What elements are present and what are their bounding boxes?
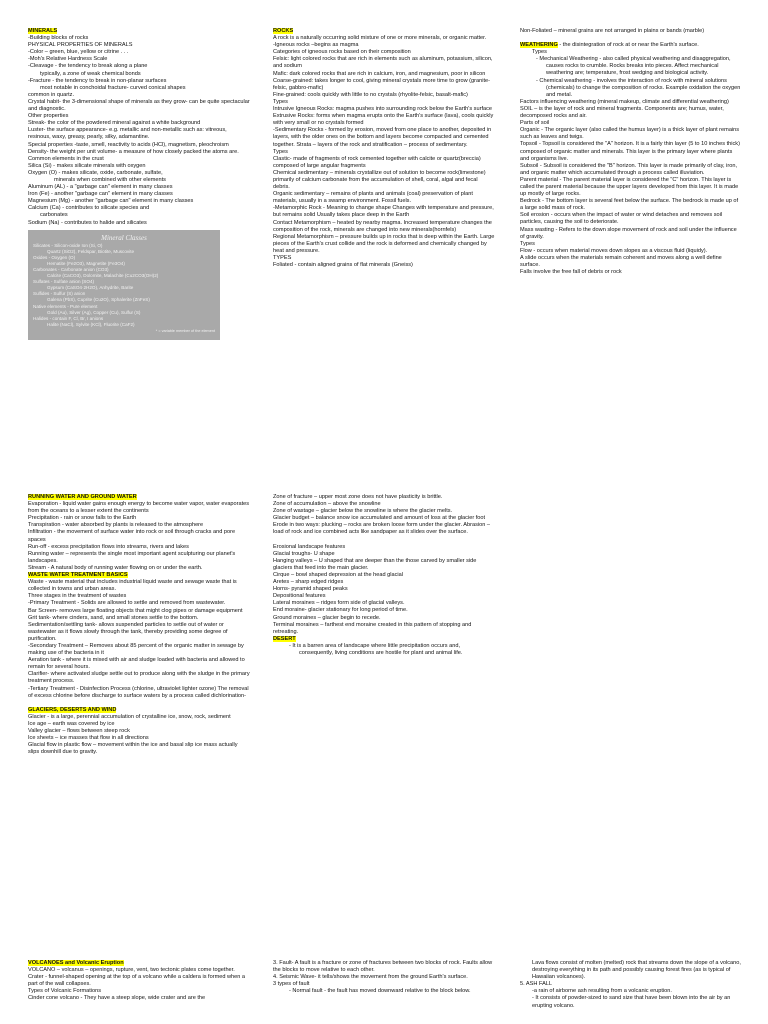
text-line: A rock is a naturally occurring solid mixture of one or more minerals, or organic matter.	[273, 35, 487, 42]
text-line: -Sedimentary Rocks - formed by erosion, moved from one place to another, deposited in layers, with the older ones on the bottom and layers become compacted and cemented together. Strata – layers of the rock and stratification – process of sedimentary.	[273, 127, 492, 148]
text-line: - Normal fault - the fault has moved downward relative to the block below.	[289, 988, 471, 995]
section-heading: WASTE WATER TREATMENT BASICS	[28, 572, 128, 579]
text-line: Felsic: light colored rocks that are rich in elements such as aluminum, potassium, silicon, and sodium	[273, 56, 493, 70]
text-line: Crater - funnel-shaped opening at the top of a volcano while a caldera is formed when a part of the wall collapses.	[28, 974, 246, 988]
text-line: Mass wasting - Refers to the down slope movement of rock and soil under the influence of gravity.	[520, 226, 737, 240]
section-heading: DESERT	[273, 635, 296, 642]
text-line: Zone of fracture – upper most zone does not have plasticity is brittle.	[273, 494, 443, 500]
text-line: Fine-grained: cools quickly with little to no crystals (rhyolite-felsic, basalt-mafic)	[273, 91, 468, 98]
text-line	[28, 960, 250, 967]
text-line: Parts of soil	[520, 120, 550, 127]
text-line: Mafic: dark colored rocks that are rich in calcium, iron, and magnesium, poor in silicon	[273, 70, 486, 77]
text-line: Luster- the surface appearance- e.g. metallic and non-metallic such as: vitreous, resinous, waxy, greasy, pearly, silky, adamantine.	[28, 127, 227, 141]
mineral-classes-title: Mineral Classes	[101, 233, 147, 242]
text-line: Zone of wastage – glacier below the snowline is where the glacier melts.	[273, 508, 453, 515]
section-heading: RUNNING WATER AND GROUND WATER	[28, 494, 137, 500]
text-line: PHYSICAL PROPERTIES OF MINERALS	[28, 42, 133, 49]
text-line: Contact Metamorphism – heated by nearby magma. Increased temperature changes the composition of the rock, minerals are changed into new minerals(hornfels)	[273, 219, 492, 233]
text-line: Types	[273, 98, 288, 105]
text-line	[273, 28, 495, 35]
text-line: Glacier budget – balance snow ice accumulated and amount of loss at the glacier foot	[273, 515, 486, 522]
text-line: Glacier - is a large, perennial accumulation of crystalline ice, snow, rock, sediment	[28, 713, 231, 720]
text-line: Bedrock - The bottom layer is several feet below the surface. The bedrock is made up of a large solid mass of rock.	[520, 198, 739, 212]
text-line: Silica (Si) - makes silicate minerals with oxygen	[28, 162, 146, 169]
text-line: Oxygen (O) - makes silicate, oxide, carbonate, sulfate,	[28, 169, 163, 176]
mineral-class-line: Hematite (Fe2O3), Magnetite (Fe3O4)	[47, 260, 125, 266]
text-line: Bar Screen- removes large floating objects that might clog pipes or damage equipment	[28, 607, 243, 614]
text-line: - Chemical weathering - involves the interaction of rock with mineral solutions (chemicals) to change the composition of rocks. Example oxidation the oxygen and metal.	[536, 77, 741, 98]
text-line	[273, 636, 495, 643]
text-line: Aluminum (AL) - a "garbage can" element in many classes	[28, 184, 173, 191]
text-line: Ice age – earth was covered by ice	[28, 720, 115, 727]
text-line: -Secondary Treatment – Removes about 85 percent of the organic matter in sewage by making use of the bacteria in it	[28, 642, 244, 657]
text-line: Flow - occurs when material moves down slopes as a viscous fluid (liquidy).	[520, 247, 708, 254]
column-minerals	[28, 28, 250, 343]
text-line: Types	[532, 49, 547, 56]
text-line: -Igneous rocks –begins as magma	[273, 42, 359, 49]
text-line: Soil erosion - occurs when the impact of water or wind detaches and removes soil particles, causing the soil to deteriorate.	[520, 212, 723, 226]
text-line: Terminal moraines – farthest end moraine created in this pattern of stopping and retreating.	[273, 621, 472, 635]
mineral-class-line: Native elements - Pure element	[33, 303, 98, 309]
text-line: Organic sedimentary – remains of plants and animals (coal) preservation of plant materials, usually in a swamp environment. Fossil fuels.	[273, 191, 473, 205]
mineral-classes-note: * = variable member of the element	[155, 328, 215, 333]
text-line: Lava flows consist of molten (melted) rock that streams down the slope of a volcano, destroying everything in its path and possibly causing forest fires (as is typical of Hawaiian volcanoes).	[532, 960, 741, 981]
text-line: -Moh's Relative Hardness Scale	[28, 56, 108, 63]
section-heading: ROCKS	[273, 28, 294, 34]
text-line: Aretes – sharp edged ridges	[273, 579, 344, 586]
text-line: Erode in two ways: plucking – rocks are broken loose form under the glacier. Abrasion – load of rock and ice combined acts like sandpaper as it slides over the surface.	[273, 522, 491, 536]
mineral-classes-figure	[28, 230, 220, 340]
text-line: Magnesium (Mg) - another "garbage can" element in many classes	[28, 198, 194, 205]
text-line: Types	[273, 148, 288, 155]
mineral-class-line: Sulfides - Sulfur (S) anion	[33, 291, 86, 297]
text-line	[28, 707, 250, 714]
text-line: Waste - waste material that includes industrial liquid waste and sewage waste that is collected in towns and urban areas.	[28, 579, 237, 593]
mineral-class-line: Gold (Au), Silver (Ag), Copper (Cu), Sulfur (S)	[47, 309, 141, 315]
mineral-class-line: Silicates - Silicon-oxide Ion (Si, O)	[33, 242, 103, 248]
text-line: SOIL – is the layer of rock and mineral fragments. Components are; humus, water, decomposed rocks and air.	[520, 105, 724, 120]
text-line: 4. Seismic Wave- it tells/shows the movement from the ground Earth's surface.	[273, 974, 468, 981]
text-line	[520, 35, 742, 42]
text-line: Coarse-grained: takes longer to cool, giving mineral crystals more time to grow (granite-felsic, gabbro-mafic)	[273, 77, 491, 91]
text-line	[273, 537, 495, 544]
text-line: typically, a zone of weak chemical bonds	[40, 70, 141, 77]
text-line: Parent material - The parent material layer is considered the "C" horizon. This layer is called the parent material because the upper layers developed from this layer. It is made up mostly of large rocks.	[520, 176, 739, 198]
text-line: -Color – green, blue, yellow or citrine . . .	[28, 49, 129, 56]
column-weathering-soil	[520, 28, 742, 276]
mineral-class-line: Gypsum (CaSO4·2H2O), Anhydrite, Barite	[47, 285, 134, 291]
column-glaciers	[273, 494, 495, 657]
text-line	[28, 28, 250, 35]
text-line: Other properties	[28, 113, 69, 120]
text-line: Calcium (Ca) - contributes to silicate species and	[28, 205, 150, 212]
text-line: TYPES	[273, 255, 292, 261]
text-line: Iron (Fe) - another "garbage can" element in many classes	[28, 191, 173, 198]
text-line: carbonates	[40, 212, 68, 219]
text-line: most notable in conchoidal fracture- curved conical shapes	[40, 84, 186, 91]
text-line: Ground moraines – glacier begin to recede.	[273, 614, 381, 621]
text-line: Erosional landscape features	[273, 543, 346, 550]
text-line: Common elements in the crust	[28, 155, 104, 162]
column-ash-fall	[520, 960, 742, 1010]
text-line	[28, 700, 250, 707]
text-line: Ice sheets – ice masses that flow in all directions	[28, 735, 149, 742]
text-line: Sodium (Na) - contributes to halide and silicates	[28, 219, 147, 226]
text-line: Chemical sedimentary – minerals crystallize out of solution to become rock(limestone) primarily of calcium carbonate from the accumulation of shell, coral, algal and fecal debris.	[273, 169, 486, 191]
text-line: -Fracture - the tendency to break in non-planar surfaces	[28, 77, 167, 84]
text-line: Evaporation - liquid water gains enough energy to become water vapor, water evaporates from the oceans to a lesser extent the continents	[28, 501, 250, 515]
text-line: A slide occurs when the materials remain coherent and moves along a well define surface.	[520, 254, 722, 268]
mineral-class-line: Galena (PbS), Cuprite (Cu2O), Sphalerite (ZnFeS)	[47, 297, 150, 303]
text-line: Cinder cone volcano - They have a steep slope, wide crater and are the	[28, 995, 206, 1002]
text-line: - It is a barren area of landscape where little precipitation occurs and, consequently, living conditions are hostile for plant and animal life.	[289, 642, 463, 656]
text-line: Hanging valleys – U shaped that are deeper than the those carved by smaller side glaciers that feed into the main glacier.	[273, 557, 477, 571]
text-line: Lateral moraines – ridges form side of glacial valleys.	[273, 600, 405, 607]
text-line: Grit tank- where cinders, sand, and small stones settle to the bottom.	[28, 614, 199, 621]
text-line: - Mechanical Weathering - also called physical weathering and disaggregation, causes rocks to crumble. Rocks breaks into pieces. Affect mechanical weathering are; temperature, frost wedging and biological activity.	[536, 56, 731, 77]
text-line: Topsoil - Topsoil is considered the "A" horizon. It is a fairly thin layer (5 to 10 inches thick) composed of organic matter and minerals. This layer is the primary layer where plants and organisms live.	[520, 141, 740, 162]
text-line: Stream - A natural body of running water flowing on or under the earth.	[28, 564, 203, 571]
text-line: Running water – represents the single most important agent sculpturing our planet's landscapes.	[28, 550, 236, 564]
column-rocks	[273, 28, 495, 269]
text-line: -Cleavage - the tendency to break along a plane	[28, 63, 148, 70]
column-faults	[273, 960, 495, 995]
text-line: 3 types of fault	[273, 981, 310, 988]
text-line: Three stages in the treatment of wastes	[28, 593, 127, 600]
text-line: Sedimentation/settling tank- allows suspended particles to settle out of water or wastewater as it flows slowly through the tank, thereby providing some degree of purification.	[28, 621, 228, 642]
text-line: Streak- the color of the powdered mineral against a white background	[28, 120, 201, 127]
section-heading: MINERALS	[28, 28, 58, 34]
text-line: Run-off - excess precipitation flows into streams, rivers and lakes	[28, 543, 189, 550]
column-water	[28, 494, 250, 756]
text-line: WEATHERING - the disintegration of rock at or near the Earth's surface.	[520, 42, 699, 49]
text-line: Valley glacier – flows between steep rock	[28, 728, 130, 734]
text-line: Zone of accumulation – above the snowline	[273, 501, 381, 508]
text-line: Depositional features	[273, 593, 326, 600]
section-heading: WEATHERING	[520, 42, 558, 49]
text-line: Cirque – bowl shaped depression at the head glacial	[273, 571, 403, 578]
text-line: Non-Foliated – mineral grains are not arranged in plains or bands (marble)	[520, 28, 705, 34]
text-line: Glacial flow in plastic flow – movement within the ice and basal slip ice mass actually slips downhill due to gravity.	[28, 742, 238, 756]
text-line: -Building blocks of rocks	[28, 35, 89, 42]
text-line: Intrusive Igneous Rocks: magma pushes into surrounding rock below the Earth's surface	[273, 106, 493, 113]
text-line: VOLCANO – volcanus – openings, rupture, vent, two tectonic plates come together.	[28, 967, 235, 974]
text-line: Factors influencing weathering (mineral makeup, climate and differential weathering)	[520, 98, 729, 105]
text-line: End moraine- glacier stationary for long period of time.	[273, 607, 408, 614]
text-line: Aeration tank - where it is mixed with air and sludge loaded with bacteria and allowed to remain for several hours.	[28, 657, 245, 671]
text-line: Types	[520, 240, 535, 247]
text-line: common in quartz.	[28, 91, 75, 98]
text-line: Density- the weight per unit volume- a measure of how closely packed the atoms are.	[28, 148, 239, 155]
text-line: Crystal habit- the 3-dimensional shape of minerals as they grow- can be quite spectacular and diagnostic.	[28, 98, 250, 113]
text-line: Clastic- made of fragments of rock cemented together with calcite or quartz(breccia) composed of large angular fragments	[273, 155, 481, 169]
text-line: Categories of igneous rocks based on their composition	[273, 49, 411, 56]
text-line: Infiltration - the movement of surface water into rock or soil through cracks and pore spaces	[28, 529, 236, 543]
text-line: minerals when combined with other elements	[54, 176, 166, 183]
text-line: Precipitation - rain or snow falls to the Earth	[28, 515, 137, 522]
text-line: -Tertiary Treatment - Disinfection Process (chlorine, ultraviolet lighter ozone) The removal of excess chlorine before discharge to surface waters by a process called dichlorination-	[28, 685, 249, 699]
mineral-class-line: Sulfates - Sulfate anion (SO4)	[33, 279, 95, 285]
mineral-class-line: Oxides - Oxygen (O)	[33, 254, 76, 260]
text-line: Horns- pyramid shaped peaks	[273, 586, 348, 593]
text-line: -Primary Treatment - Solids are allowed to settle and removed from wastewater.	[28, 600, 226, 607]
text-line: -a rain of airborne ash resulting from a volcanic eruption.	[532, 988, 672, 995]
text-line: - It consists of powder-sized to sand size that have been blown into the air by an erupting volcano.	[532, 995, 731, 1009]
mineral-class-line: Halite (NaCl), Sylvite (KCl), Fluorite (CaF2)	[47, 321, 135, 327]
text-line: Transpiration - water absorbed by plants is released to the atmosphere	[28, 522, 204, 529]
mineral-class-line: Carbonates - Carbonate anion (CO3)	[33, 267, 109, 272]
text-line	[28, 494, 250, 501]
text-line	[28, 572, 250, 579]
text-line: Falls involve the free fall of debris or rock	[520, 269, 622, 276]
text-line: 3. Fault- A fault is a fracture or zone of fractures between two blocks of rock. Faults allow the blocks to move relative to each other.	[273, 960, 493, 974]
mineral-classes-list	[33, 243, 215, 328]
text-line: Special properties -taste, smell, reactivity to acids (HCl), magnetism, pleochroism	[28, 141, 229, 148]
text-line: 5. ASH FALL	[520, 981, 553, 988]
text-line: Types of Volcanic Formations	[28, 988, 102, 995]
text-line: Clarifier- where activated sludge settle out to produce along with the sludge in the primary treatment process.	[28, 671, 250, 685]
text-line: Foliated - contain aligned grains of flat minerals (Gneiss)	[273, 262, 413, 269]
section-heading: VOLCANOES and Volcanic Eruption	[28, 960, 124, 966]
mineral-class-line: Halides - contain F, Cl, Br, I anions	[33, 315, 104, 321]
text-line: Extrusive Rocks: forms when magma erupts onto the Earth's surface (lava), cools quickly with very small or no crystals formed	[273, 113, 494, 127]
mineral-class-line: Quartz (SiO2), Feldspar, Biotite, Muscovite	[47, 248, 135, 254]
column-volcanoes	[28, 960, 250, 1003]
section-heading: GLACIERS, DESERTS AND WIND	[28, 706, 117, 713]
mineral-class-line: Calcite (CaCO3), Dolomite, Malachite (Cu2CO3(OH)2)	[47, 273, 159, 279]
text-line: -Metamorphic Rock - Meaning to change shape Changes with temperature and pressure, but remains solid Usually takes place deep in the Earth	[273, 205, 494, 219]
text-line: Glacial troughs- U shape	[273, 550, 335, 557]
text-line: Organic - The organic layer (also called the humus layer) is a thick layer of plant remains such as leaves and twigs.	[520, 127, 740, 141]
text-line: Regional Metamorphism – pressure builds up in rocks that is deep within the Earth. Large pieces of the Earth's crust collide and the rock is deformed and chemically changed by heat and pressure.	[273, 233, 495, 254]
text-line: Subsoil - Subsoil is considered the "B" horizon. This layer is made primarily of clay, iron, and organic matter which accumulated through a process called illuviation.	[520, 162, 738, 176]
